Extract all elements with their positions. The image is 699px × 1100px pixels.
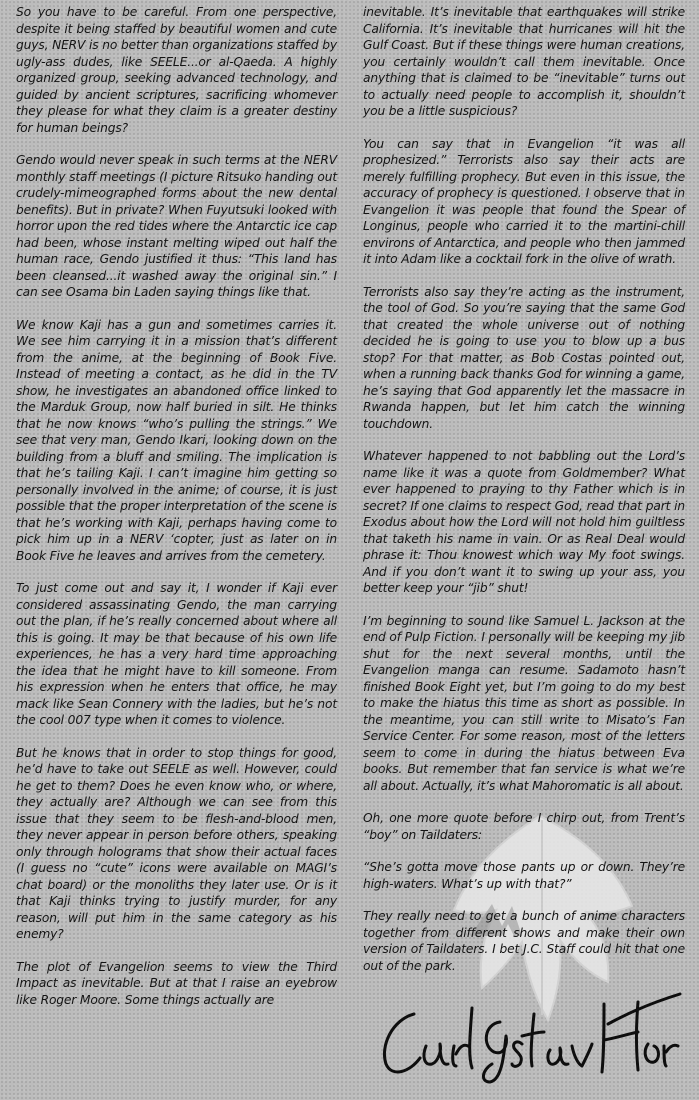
paragraph: So you have to be careful. From one perspective, despite it being staffed by beautiful women and cute guys, NERV is no better than organizations staffed by ugly-ass dudes, like SEELE...or al-Qaeda. A highly organized group, seeking advanced technology, and guided by ancient scriptures, sacrificing whomever they please for what they claim is a greater destiny for human beings? xyxy=(16,5,337,135)
paragraph: To just come out and say it, I wonder if Kaji ever considered assassinating Gendo, the man carrying out the plan, if he’s really concerned about where all this is going. It may be that because of his own life experiences, he has a very hard time approaching the idea that he might have to kill someone. From his expression when he enters that office, he may mack like Sean Connery with the ladies, but he’s not the cool 007 type when it comes to violence. xyxy=(16,581,337,727)
paragraph: They really need to get a bunch of anime characters together from different shows and make their own version of Taildaters. I bet J.C. Staff could hit that one out of the park. xyxy=(363,909,685,973)
paragraph: Oh, one more quote before I chirp out, from Trent’s “boy” on Taildaters: xyxy=(363,811,685,842)
paragraph: Whatever happened to not babbling out the Lord’s name like it was a quote from Goldmember? What ever happened to praying to thy Father which is in secret? If one claims to respect God, read that part in Exodus about how the Lord will not hold him guiltless that taketh his name in vain. Or as Real Deal would phrase it: Thou knowest which way My foot swings. And if you don’t want it to swing up your ass, you better keep your “jib” shut! xyxy=(363,449,685,595)
paragraph: I’m beginning to sound like Samuel L. Jackson at the end of Pulp Fiction. I personally will be keeping my jib shut for the next several months, until the Evangelion manga can resume. Sadamoto hasn’t finished Book Eight yet, but I’m going to do my best to make the hiatus this time as short as possible. In the meantime, you can still write to Misato’s Fan Service Center. For some reason, most of the letters seem to come in during the hiatus between Eva books. But remember that fan service is what we’re all about. Actually, it’s what Mahoromatic is all about. xyxy=(363,613,685,793)
left-column xyxy=(16,4,337,1024)
paragraph: The plot of Evangelion seems to view the Third Impact as inevitable. But at that I raise an eyebrow like Roger Moore. Some things actually are xyxy=(16,959,337,1007)
right-column xyxy=(363,4,685,990)
paragraph: You can say that in Evangelion “it was all prophesized.” Terrorists also say their acts are merely fulfilling prophecy. But even in this issue, the accuracy of prophecy is questioned. I observe that in Evangelion it was people that found the Spear of Longinus, people who carried it to the martini-chill environs of Antarctica, and people who then jammed it into Adam like a cocktail fork in the olive of wrath. xyxy=(363,136,685,266)
paragraph: inevitable. It’s inevitable that earthquakes will strike California. It’s inevitable that hurricanes will hit the Gulf Coast. But if these things were human creations, you certainly wouldn’t call them inevitable. Once anything that is claimed to be “inevitable” turns out to actually need people to accomplish it, shouldn’t you be a little suspicious? xyxy=(363,5,685,118)
quote: “She’s gotta move those pants up or down. They’re high-waters. What’s up with that?” xyxy=(363,860,685,891)
paragraph: But he knows that in order to stop things for good, he’d have to take out SEELE as well. However, could he get to them? Does he even know who, or where, they actually are? Although we can see from this issue that they seem to be flesh-and-blood men, they never appear in person before others, speaking only through holograms that show their actual faces (I guess no “cute” icons were available on MAGI’s chat board) or the monoliths they later use. Or is it that Kaji thinks trying to justify murder, for any reason, will put him in the same category as his enemy? xyxy=(16,745,337,941)
paragraph: We know Kaji has a gun and sometimes carries it. We see him carrying it in a mission that’s different from the anime, at the beginning of Book Five. Instead of meeting a contact, as he did in the TV show, he investigates an abandoned office linked to the Marduk Group, now half buried in silt. He thinks that he now knows “who’s pulling the strings.” We see that very man, Gendo Ikari, looking down on the building from a bluff and smiling. The implication is that he’s tailing Kaji. I can’t imagine him getting so personally involved in the anime; of course, it is just possible that the proper interpretation of the scene is that he’s working with Kaji, perhaps having come to pick him up in a NERV ‘copter, just as later on in Book Five he leaves and arrives from the cemetery. xyxy=(16,317,338,563)
paragraph: Gendo would never speak in such terms at the NERV monthly staff meetings (I picture Ritsuko handing out crudely-mimeographed forms about the new dental benefits). But in private? When Fuyutsuki looked with horror upon the red tides where the Antarctic ice cap had been, whose instant melting wiped out half the human race, Gendo justified it thus: “This land has been cleansed...it washed away the original sin.” I can see Osama bin Laden saying things like that. xyxy=(16,153,337,299)
paragraph: Terrorists also say they’re acting as the instrument, the tool of God. So you’re saying that the same God that created the whole universe out of nothing decided he is going to use you to blow up a bus stop? For that matter, as Bob Costas pointed out, when a running back thanks God for winning a game, he’s saying that God apparently let the massacre in Rwanda happen, but let him catch the winning touchdown. xyxy=(363,284,685,431)
signature-icon xyxy=(372,984,682,1084)
